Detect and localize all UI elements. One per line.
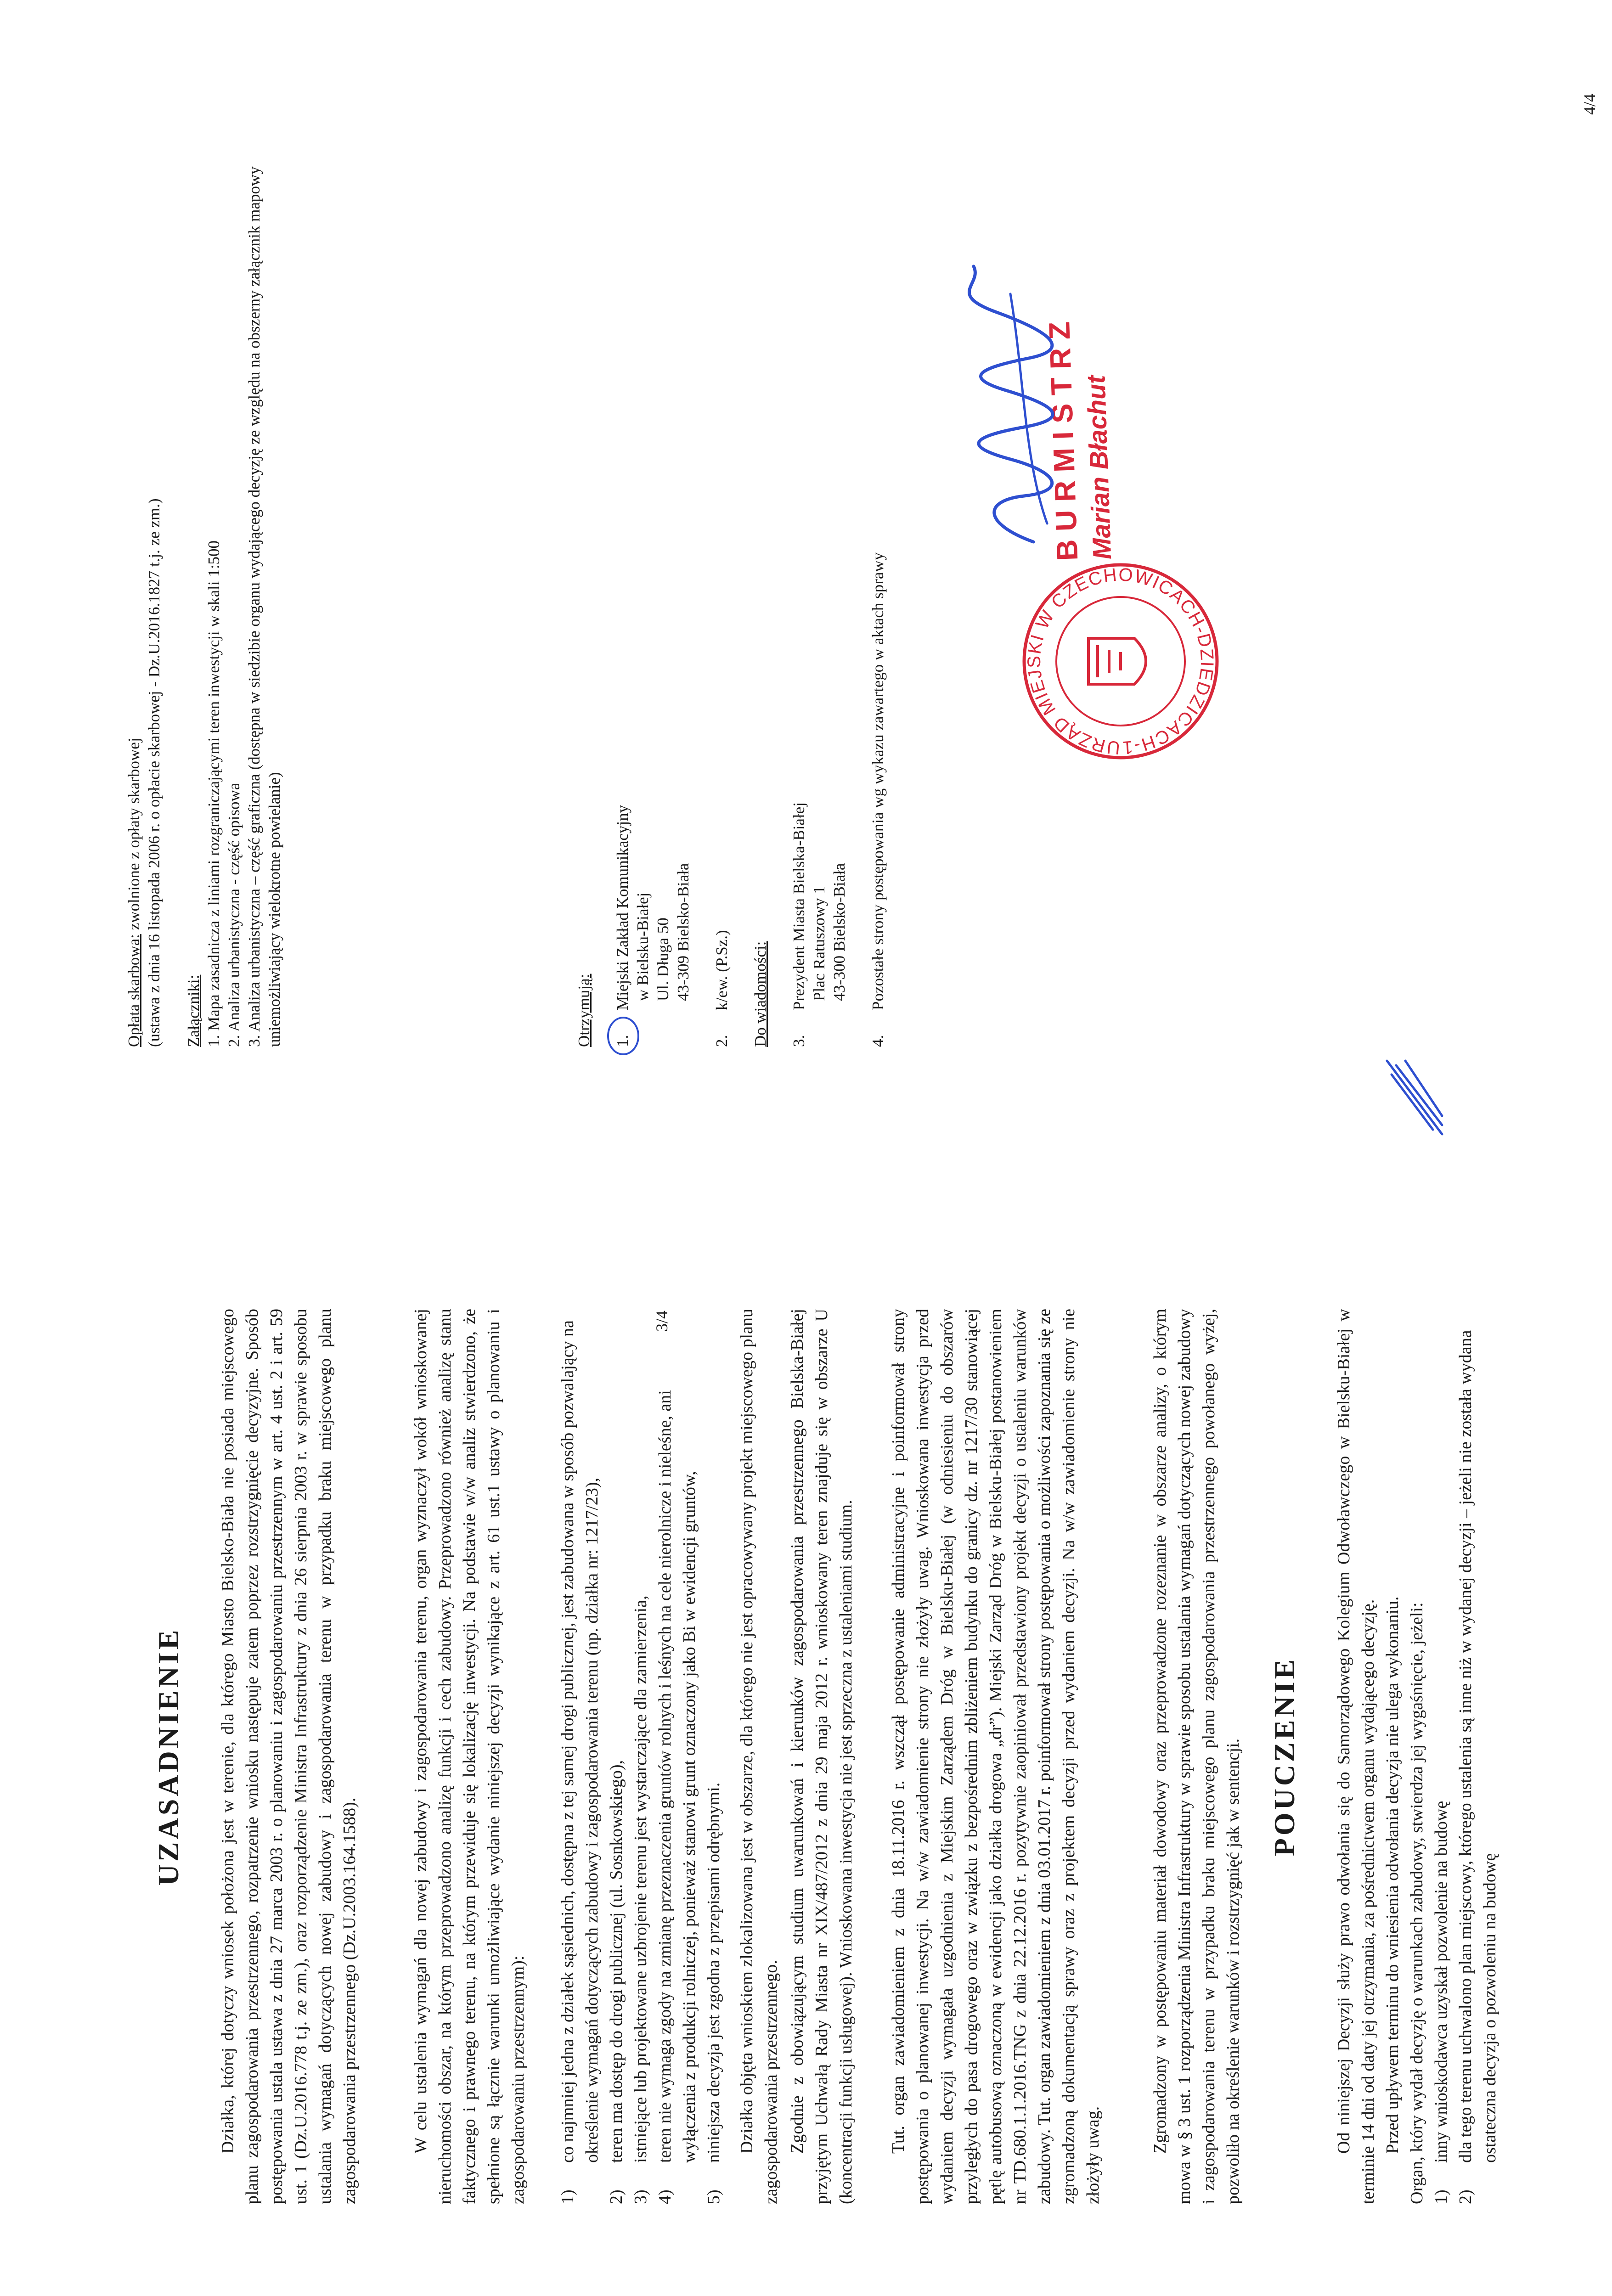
instruction-paragraph-1: Od niniejszej Decyzji służy prawo odwołania się do Samorządowego Kolegium Odwoławczego w Bielsku-Białej w terminie 14 dni od daty jej otrzymania, za pośrednictwem organu wydającego decyzję.	[1334, 1309, 1378, 2204]
condition-item: 5) niniejsza decyzja jest zgodna z przepisami odrębnymi.	[704, 1782, 723, 2204]
ink-check-mark-icon	[1378, 1052, 1451, 1143]
recipient-item: 2. k/ew. (P.Sz.)	[713, 930, 731, 1047]
justification-paragraph-6: Zgromadzony w postępowaniu materiał dowodowy oraz przeprowadzone rozeznanie w obszarze analizy, o którym mowa w § 3 ust. 1 rozporządzenia Ministra Infrastruktury w sprawie sposobu ustalania wymagań dotyczących nowej zabudowy i zagospodarowania terenu w przypadku braku miejscowego planu zagospodarowania przestrzennego powołanego wyżej, pozwoliło na określenie warunków i rozstrzygnięć jak w sentencji.	[1150, 1309, 1243, 2204]
signature-icon	[955, 257, 1075, 551]
instruction-item: 2) dla tego terenu uchwalono plan miejscowy, którego ustalenia są inne niż w wydanej decyzji – jeżeli nie została wydana ostateczna decyzja o pozwoleniu na budowę	[1456, 1330, 1499, 2204]
stamp-duty-value: zwolnione z opłaty skarbowej	[125, 737, 143, 930]
attachments-block	[184, 106, 285, 1047]
justification-paragraph-4: Zgodnie z obowiązującym studium uwarunkowań i kierunków zagospodarowania przestrzennego Bielska-Białej przyjętym Uchwałą Rady Miasta nr XIX/487/2012 z dnia 29 maja 2012 r. wnioskowany teren znajduje się w obszarze U (koncentracji funkcji usługowej). Wnioskowana inwestycja nie jest sprzeczna z ustaleniami studium.	[788, 1309, 856, 2204]
recipient-item: 1. Miejski Zakład Komunikacyjny w Bielsku-Białej Ul. Długa 50 43-309 Bielsko-Biała	[613, 106, 693, 1047]
seal-round-text: URZĄD MIEJSKI W CZECHOWICACH-DZIEDZICACH-1	[1024, 564, 1217, 758]
justification-paragraph-1: Działka, której dotyczy wniosek położona jest w terenie, dla którego Miasto Bielsko-Biała nie posiada miejscowego planu zagospodarowania przestrzennego, rozpatrzenie wniosku następuje zatem poprzez rozstrzygnięcie decyzyjne. Sposób postępowania ustala ustawa z dnia 27 marca 2003 r. o planowaniu i zagospodarowaniu przestrzennym w art. 4 ust. 2 i art. 59 ust. 1 (Dz.U.2016.778 t.j. ze zm.), oraz rozporządzenie Ministra Infrastruktury z dnia 26 sierpnia 2003 r. w sprawie sposobu ustalania wymagań dotyczących nowej zabudowy i zagospodarowania terenu w przypadku braku miejscowego planu zagospodarowania przestrzennego (Dz.U.2003.164.1588).	[218, 1309, 359, 2204]
recipients-label: Otrzymują:	[575, 974, 593, 1047]
heading-instruction: POUCZENIE	[1268, 1656, 1301, 1857]
instruction-paragraph-2: Przed upływem terminu do wniesienia odwołania decyzja nie ulega wykonaniu.	[1383, 1596, 1402, 2154]
page-number-4: 4/4	[1580, 93, 1599, 115]
attachment-item: 2. Analiza urbanistyczna - część opisowa	[225, 782, 243, 1047]
cc-label: Do wiadomości:	[751, 941, 769, 1047]
justification-paragraph-5: Tut. organ zawiadomieniem z dnia 18.11.2016 r. wszczął postępowanie administracyjne i poinformował strony postępowania o planowanej inwestycji. Na w/w zawiadomienie strony nie złożyły uwag. Wnioskowana inwestycja przed wydaniem decyzji wymagała uzgodnienia z Miejskim Zarządem Dróg w Bielsku-Białej (w odniesieniu do obszarów przyległych do pasa drogowego oraz w związku z bezpośrednim zbliżeniem budynku do granicy dz. nr 1217/30 stanowiącej pętlę autobusową oznaczoną w ewidencji jako działka drogowa „dr”). Miejski Zarząd Dróg w Bielsku-Białej postanowieniem nr TD.680.1.1.2016.TNG z dnia 22.12.2016 r. pozytywnie zaopiniował przedstawiony projekt decyzji o ustaleniu warunków zabudowy. Tut. organ zawiadomieniem z dnia 03.01.2017 r. poinformował strony postępowania o możliwości zapoznania się ze zgromadzoną dokumentacją sprawy oraz z projektem decyzji przed wydaniem decyzji. Na w/w zawiadomienie strony nie złożyły uwag.	[889, 1309, 1103, 2204]
condition-item: 2) teren ma dostęp do drogi publicznej (ul. Sosnkowskiego),	[607, 1760, 626, 2204]
condition-item: 3) istniejące lub projektowane uzbrojenie terenu jest wystarczające dla zamierzenia,	[631, 1595, 650, 2204]
justification-paragraph-3: Działka objęta wnioskiem zlokalizowana jest w obszarze, dla którego nie jest opracowywany projekt miejscowego planu zagospodarowania przestrzennego.	[737, 1309, 781, 2204]
attachment-item: 1. Mapa zasadnicza z liniami rozgraniczającymi teren inwestycji w skali 1:500	[205, 540, 223, 1047]
condition-item: 4) teren nie wymaga zgody na zmianę przeznaczenia gruntów rolnych i leśnych na cele nierolnicze i nieleśne, ani wyłączenia z produkcji rolniczej, ponieważ stanowi grunt oznaczony jako Bi w ewidencji gruntów,	[655, 1390, 699, 2204]
conditions-list	[556, 1309, 726, 2204]
page-number-3: 3/4	[653, 1310, 671, 1332]
instruction-paragraph-3: Organ, który wydał decyzję o warunkach zabudowy, stwierdza jej wygaśnięcie, jeżeli:	[1407, 1602, 1426, 2204]
cc-item: 3. Prezydent Miasta Bielska-Białej Plac Ratuszowy 1 43-300 Bielsko-Biała	[790, 802, 848, 1047]
heading-justification: UZASADNIENIE	[152, 1627, 185, 1886]
cc-item: 4. Pozostałe strony postępowania wg wykazu zawartego w aktach sprawy	[869, 552, 887, 1047]
mayor-stamp-title: BURMISTRZ	[1042, 313, 1084, 562]
recipient-circle-mark	[605, 1015, 641, 1057]
instruction-item: 1) inny wnioskodawca uzyskał pozwolenie na budowę	[1432, 1801, 1451, 2204]
justification-paragraph-2: W celu ustalenia wymagań dla nowej zabudowy i zagospodarowania terenu, organ wyznaczył wokół wnioskowanej nieruchomości obszar, na którym przeprowadzono analizę funkcji i cech zabudowy. Przeprowadzono również analizę stanu faktycznego i prawnego terenu, na którym przewiduje się lokalizację inwestycji. Na podstawie w/w analiz stwierdzono, że spełnione są łącznie warunki umożliwiające wydanie niniejszej decyzji wynikające z art. 61 ust.1 ustawy o planowaniu i zagospodarowaniu przestrzennym):	[411, 1309, 528, 2204]
condition-item: 1) co najmniej jedna z działek sąsiednich, dostępna z tej samej drogi publicznej, jest zabudowana w sposób pozwalający na określenie wymagań dotyczących zabudowy i zagospodarowania terenu (np. działka nr: 1217/23),	[558, 1320, 602, 2204]
mayor-stamp-name: Marian Błachut	[1081, 375, 1117, 560]
stamp-duty-basis: (ustawa z dnia 16 listopada 2006 r. o opłacie skarbowej - Dz.U.2016.1827 t.j. ze zm.)	[145, 498, 163, 1047]
attachment-item: 3. Analiza urbanistyczna – część graficzna (dostępna w siedzibie organu wydającego decyzję ze względu na obszerny załącznik mapowy uniemożliwiający wielokrotne powielanie)	[245, 166, 283, 1047]
stamp-duty-block	[124, 106, 164, 1047]
recipients-block	[574, 106, 888, 1047]
attachments-label: Załączniki:	[185, 974, 203, 1047]
instruction-list	[1429, 1309, 1502, 2204]
page-3	[0, 1171, 1612, 2296]
stamp-duty-label: Opłata skarbowa:	[125, 934, 143, 1047]
